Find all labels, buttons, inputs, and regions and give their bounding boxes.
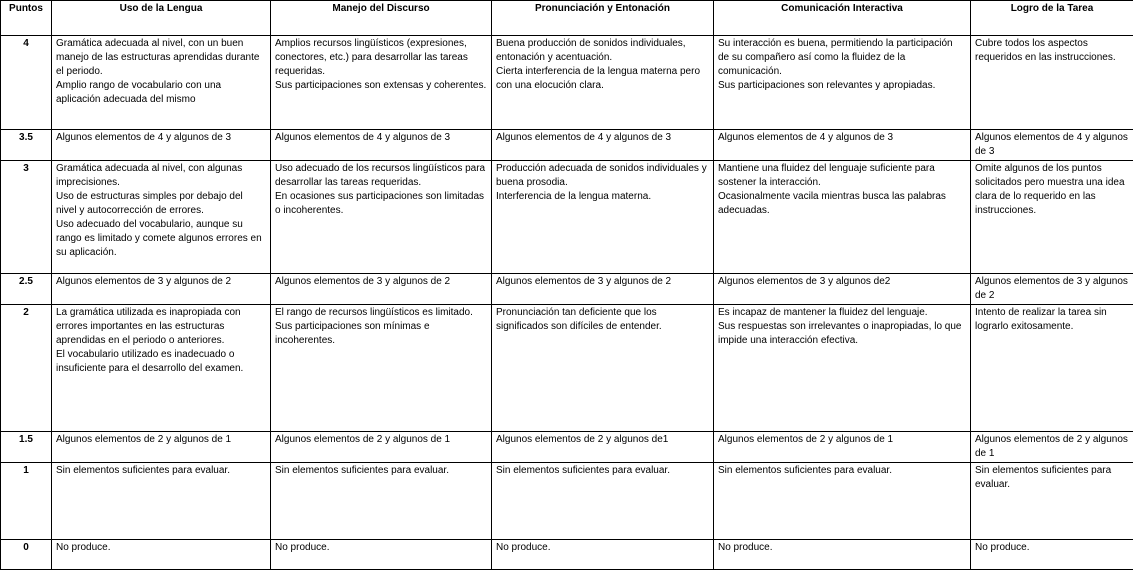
table-cell: Su interacción es buena, permitiendo la participación de su compañero así como la fluidez de la comunicación. Sus participaciones son relevantes y apropiadas.	[714, 36, 971, 130]
points-cell: 3.5	[1, 130, 52, 161]
table-cell: Producción adecuada de sonidos individuales y buena prosodia. Interferencia de la lengua materna.	[492, 161, 714, 274]
table-cell: La gramática utilizada es inapropiada con errores importantes en las estructuras aprendidas en el periodo o anteriores. El vocabulario utilizado es inadecuado o insuficiente para el desarrollo del examen.	[52, 305, 271, 432]
table-cell: No produce.	[714, 540, 971, 570]
points-cell: 1	[1, 463, 52, 540]
table-cell: Algunos elementos de 4 y algunos de 3	[714, 130, 971, 161]
table-cell: Algunos elementos de 4 y algunos de 3	[271, 130, 492, 161]
table-cell: Algunos elementos de 3 y algunos de 2	[271, 274, 492, 305]
table-cell: Sin elementos suficientes para evaluar.	[714, 463, 971, 540]
table-cell: Mantiene una fluidez del lenguaje suficiente para sostener la interacción. Ocasionalmente vacila mientras busca las palabras adecuadas.	[714, 161, 971, 274]
table-cell: Algunos elementos de 2 y algunos de 1	[714, 432, 971, 463]
table-cell: Algunos elementos de 2 y algunos de1	[492, 432, 714, 463]
table-cell: No produce.	[492, 540, 714, 570]
table-cell: Es incapaz de mantener la fluidez del lenguaje. Sus respuestas son irrelevantes o inapropiadas, lo que impide una interacción efectiva.	[714, 305, 971, 432]
table-cell: Gramática adecuada al nivel, con algunas imprecisiones. Uso de estructuras simples por debajo del nivel y autocorrección de errores. Uso adecuado del vocabulario, aunque su rango es limitado y comete algunos errores en su aplicación.	[52, 161, 271, 274]
table-cell: Omite algunos de los puntos solicitados pero muestra una idea clara de lo requerido en las instrucciones.	[971, 161, 1133, 274]
table-cell: Algunos elementos de 3 y algunos de2	[714, 274, 971, 305]
table-cell: No produce.	[52, 540, 271, 570]
table-cell: Sin elementos suficientes para evaluar.	[492, 463, 714, 540]
table-cell: Algunos elementos de 4 y algunos de 3	[971, 130, 1133, 161]
header-logro-tarea: Logro de la Tarea	[971, 1, 1133, 36]
table-cell: Sin elementos suficientes para evaluar.	[271, 463, 492, 540]
table-cell: Algunos elementos de 2 y algunos de 1	[271, 432, 492, 463]
table-row	[1, 36, 1133, 130]
table-cell: Algunos elementos de 3 y algunos de 2	[52, 274, 271, 305]
table-cell: No produce.	[971, 540, 1133, 570]
points-cell: 2.5	[1, 274, 52, 305]
table-row	[1, 305, 1133, 432]
table-cell: Intento de realizar la tarea sin lograrlo exitosamente.	[971, 305, 1133, 432]
table-row	[1, 432, 1133, 463]
points-cell: 0	[1, 540, 52, 570]
header-puntos: Puntos	[1, 1, 52, 36]
table-row	[1, 274, 1133, 305]
table-cell: Cubre todos los aspectos requeridos en las instrucciones.	[971, 36, 1133, 130]
table-cell: No produce.	[271, 540, 492, 570]
header-uso-lengua: Uso de la Lengua	[52, 1, 271, 36]
table-cell: Algunos elementos de 3 y algunos de 2	[492, 274, 714, 305]
table-cell: Algunos elementos de 4 y algunos de 3	[492, 130, 714, 161]
header-comunicacion: Comunicación Interactiva	[714, 1, 971, 36]
table-row	[1, 540, 1133, 570]
points-cell: 4	[1, 36, 52, 130]
table-cell: Amplios recursos lingüísticos (expresiones, conectores, etc.) para desarrollar las tareas requeridas. Sus participaciones son extensas y coherentes.	[271, 36, 492, 130]
table-row	[1, 130, 1133, 161]
table-cell: Gramática adecuada al nivel, con un buen manejo de las estructuras aprendidas durante el periodo. Amplio rango de vocabulario con una aplicación adecuada del mismo	[52, 36, 271, 130]
header-row	[1, 1, 1133, 36]
table-cell: Algunos elementos de 2 y algunos de 1	[971, 432, 1133, 463]
table-cell: Algunos elementos de 2 y algunos de 1	[52, 432, 271, 463]
table-cell: El rango de recursos lingüísticos es limitado. Sus participaciones son mínimas e incoherentes.	[271, 305, 492, 432]
table-row	[1, 463, 1133, 540]
points-cell: 1.5	[1, 432, 52, 463]
header-pronunciacion: Pronunciación y Entonación	[492, 1, 714, 36]
table-cell: Algunos elementos de 3 y algunos de 2	[971, 274, 1133, 305]
points-cell: 2	[1, 305, 52, 432]
table-cell: Buena producción de sonidos individuales, entonación y acentuación. Cierta interferencia de la lengua materna pero con una elocución clara.	[492, 36, 714, 130]
table-cell: Sin elementos suficientes para evaluar.	[52, 463, 271, 540]
table-cell: Pronunciación tan deficiente que los significados son difíciles de entender.	[492, 305, 714, 432]
header-manejo-discurso: Manejo del Discurso	[271, 1, 492, 36]
table-row	[1, 161, 1133, 274]
table-cell: Sin elementos suficientes para evaluar.	[971, 463, 1133, 540]
table-cell: Uso adecuado de los recursos lingüísticos para desarrollar las tareas requeridas. En ocasiones sus participaciones son limitadas o incoherentes.	[271, 161, 492, 274]
table-cell: Algunos elementos de 4 y algunos de 3	[52, 130, 271, 161]
points-cell: 3	[1, 161, 52, 274]
